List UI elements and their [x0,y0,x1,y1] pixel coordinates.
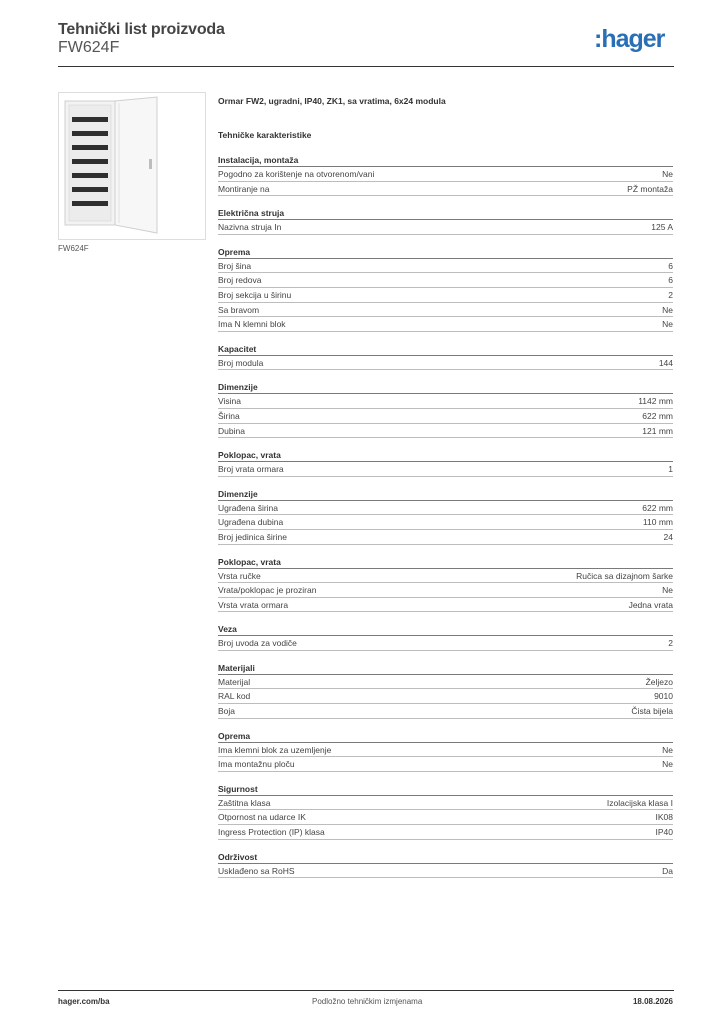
spec-row [218,288,673,303]
spec-value: Ne [662,304,673,315]
spec-row [218,303,673,318]
spec-value: 6 [668,275,673,286]
spec-section [218,382,673,438]
spec-row [218,675,673,690]
spec-row [218,273,673,288]
spec-content [218,96,673,878]
spec-value: 622 mm [642,410,673,421]
spec-label: Otpornost na udarce IK [218,812,306,823]
spec-label: Broj redova [218,275,262,286]
spec-label: Broj sekcija u širinu [218,289,292,300]
spec-value: Ne [662,319,673,330]
spec-label: Broj uvoda za vodiče [218,638,297,649]
spec-value: Ne [662,169,673,179]
spec-section [218,624,673,651]
spec-section [218,557,673,613]
section-title: Električna struja [218,208,673,220]
spec-row [218,259,673,274]
page-title: Tehnički list proizvoda [58,21,225,38]
spec-value: 121 mm [642,425,673,436]
hager-logo: :hager [594,25,665,53]
spec-value: Izolacijska klasa I [606,797,673,808]
spec-row [218,167,673,182]
spec-label: Usklađeno sa RoHS [218,865,295,876]
spec-label: Ugrađena dubina [218,517,284,528]
section-title: Kapacitet [218,344,673,356]
spec-section [218,208,673,235]
section-title: Instalacija, montaža [218,155,673,167]
spec-label: Ima N klemni blok [218,319,286,330]
section-title: Poklopac, vrata [218,450,673,462]
spec-row [218,636,673,651]
spec-value: 1 [668,464,673,475]
spec-row [218,810,673,825]
spec-section [218,731,673,772]
product-image [58,92,206,240]
spec-row [218,757,673,772]
section-title: Dimenzije [218,489,673,501]
spec-label: Širina [218,410,240,421]
spec-row [218,796,673,811]
spec-label: Ima klemni blok za uzemljenje [218,744,332,755]
spec-value: 1142 mm [638,396,673,407]
section-title: Oprema [218,731,673,743]
spec-value: IP40 [655,827,673,838]
spec-value: 125 A [651,222,673,233]
footer-note: Podložno tehničkim izmjenama [312,997,423,1006]
spec-row [218,409,673,424]
spec-label: Zaštitna klasa [218,797,271,808]
spec-value: Ručica sa dizajnom šarke [576,570,673,581]
spec-row [218,825,673,840]
spec-label: Broj jedinica širine [218,531,287,542]
spec-row [218,501,673,516]
spec-row [218,424,673,439]
section-title: Dimenzije [218,382,673,394]
spec-label: Materijal [218,676,251,687]
spec-label: Sa bravom [218,304,260,315]
spec-section [218,784,673,840]
spec-row [218,462,673,477]
spec-value: Jedna vrata [628,599,673,610]
spec-value: Da [662,865,673,876]
spec-value: 144 [658,357,673,368]
spec-value: 24 [663,531,673,542]
spec-row [218,515,673,530]
product-name: Ormar FW2, ugradni, IP40, ZK1, sa vratima, 6x24 modula [218,96,446,106]
spec-value: Ne [662,759,673,770]
spec-sections [218,155,673,878]
header-divider [58,66,674,67]
footer-website[interactable]: hager.com/ba [58,997,110,1006]
spec-label: Vrata/poklopac je proziran [218,585,317,596]
spec-row [218,569,673,584]
spec-row [218,356,673,371]
spec-label: Dubina [218,425,245,436]
spec-label: Broj šina [218,260,252,271]
spec-label: Visina [218,396,241,407]
spec-value: PŽ montaža [627,183,673,194]
spec-section [218,247,673,332]
spec-section [218,489,673,545]
section-title: Održivost [218,852,673,864]
spec-row [218,743,673,758]
spec-row [218,394,673,409]
product-code: FW624F [58,39,120,56]
spec-value: 2 [668,289,673,300]
spec-label: Ima montažnu ploču [218,759,295,770]
spec-section [218,450,673,477]
spec-label: Broj modula [218,357,264,368]
spec-row [218,583,673,598]
spec-section [218,155,673,196]
spec-value: 6 [668,260,673,271]
spec-section [218,852,673,879]
spec-label: RAL kod [218,691,251,702]
spec-row [218,689,673,704]
spec-label: Vrsta vrata ormara [218,599,289,610]
spec-value: Ne [662,744,673,755]
section-title: Sigurnost [218,784,673,796]
spec-row [218,704,673,719]
spec-value: IK08 [655,812,673,823]
spec-section [218,663,673,719]
spec-value: Čista bijela [631,706,673,717]
spec-value: 2 [668,638,673,649]
section-title: Veza [218,624,673,636]
spec-row [218,220,673,235]
footer-date: 18.08.2026 [632,997,673,1006]
spec-row [218,530,673,545]
footer-divider [58,990,674,991]
spec-label: Pogodno za korištenje na otvorenom/vani [218,169,375,179]
spec-section [218,344,673,371]
spec-label: Vrsta ručke [218,570,261,581]
spec-row [218,598,673,613]
section-title: Poklopac, vrata [218,557,673,569]
characteristics-title: Tehničke karakteristike [218,130,312,140]
spec-label: Ingress Protection (IP) klasa [218,827,325,838]
spec-value: 622 mm [642,502,673,513]
spec-value: Ne [662,585,673,596]
spec-label: Nazivna struja In [218,222,282,233]
spec-value: Željezo [645,676,673,687]
section-title: Materijali [218,663,673,675]
spec-row [218,864,673,879]
spec-label: Broj vrata ormara [218,464,284,475]
spec-label: Ugrađena širina [218,502,279,513]
spec-row [218,317,673,332]
spec-label: Montiranje na [218,183,270,194]
image-caption: FW624F [58,244,89,253]
spec-value: 9010 [654,691,673,702]
spec-row [218,182,673,197]
cabinet-illustration [59,93,205,239]
section-title: Oprema [218,247,673,259]
spec-label: Boja [218,706,236,717]
spec-value: 110 mm [642,517,673,528]
